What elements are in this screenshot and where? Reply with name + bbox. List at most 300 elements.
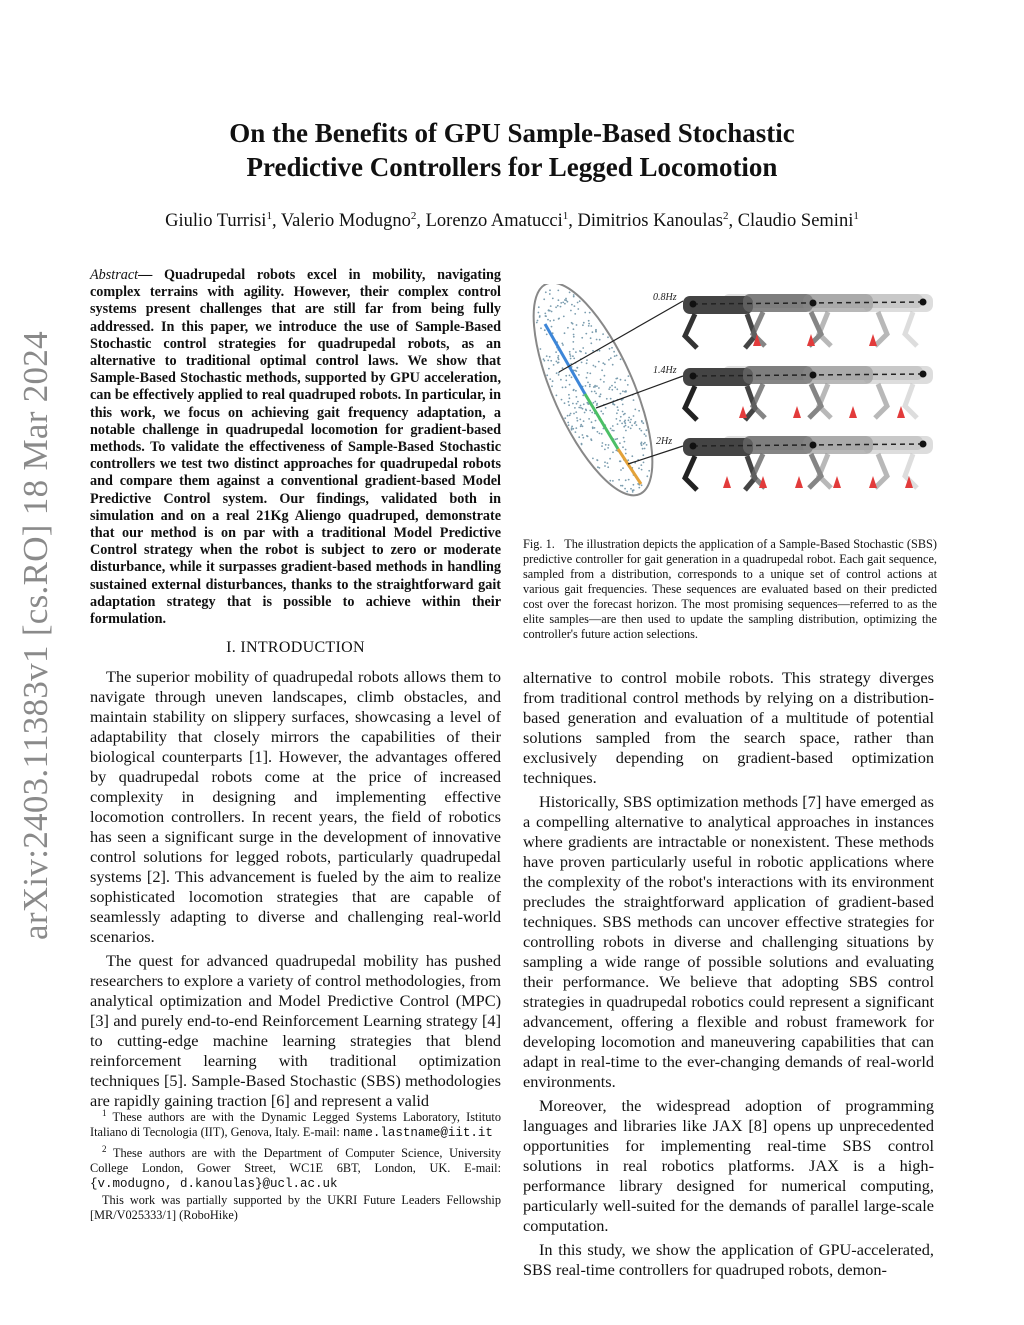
- sample-point: [622, 411, 624, 413]
- sample-point: [638, 487, 640, 489]
- sample-point: [574, 407, 576, 409]
- sample-point: [627, 384, 629, 386]
- author-list: Giulio Turrisi$^1$, Valerio Modugno$^2$, Lorenzo Amatucci$^1$, Dimitrios Kanoulas$^2$, Claudio Semini$^1$: [165, 210, 859, 232]
- sample-point: [597, 431, 599, 433]
- sample-point: [612, 451, 614, 453]
- caption-text: The illustration depicts the application of a Sample-Based Stochastic (SBS) predictive controller for gait generation in a quadrupedal robot. Each gait sequence, sampled from a distribution, corresponds to a unique set of control actions at various gait frequencies. These sequences are evaluated based on their predicted cost over the forecast horizon. The most promising sequences—referred to as the elite samples—are then used to update the sampling distribution, optimizing the controller's future action selections.: [523, 537, 937, 641]
- sample-point: [628, 419, 630, 421]
- sample-point: [573, 336, 575, 338]
- distribution-axis-orange: [618, 449, 641, 484]
- paragraph: Moreover, the widespread adoption of programming languages and libraries like JAX [8] opens up unprecedented opportunities for implementing real-time SBS control solutions in real robotics platforms. JAX is a high-performance library designed for numerical computing, particularly well-suited for the demands of parallel large-scale computation.: [523, 1096, 934, 1235]
- sample-point: [578, 407, 580, 409]
- sample-point: [595, 329, 597, 331]
- sample-point: [645, 435, 647, 437]
- sample-point: [551, 326, 553, 328]
- sample-point: [633, 484, 635, 486]
- sample-point: [556, 372, 558, 374]
- sample-point: [604, 363, 606, 365]
- sample-point: [568, 424, 570, 426]
- sample-point: [568, 401, 570, 403]
- sample-point: [549, 293, 551, 295]
- sample-point: [604, 461, 606, 463]
- sample-point: [570, 358, 572, 360]
- pointer-line: [628, 446, 683, 464]
- sample-point: [609, 480, 611, 482]
- sample-point: [563, 316, 565, 318]
- sample-point: [538, 306, 540, 308]
- sample-point: [640, 443, 642, 445]
- sample-point: [557, 357, 559, 359]
- sample-point: [625, 390, 627, 392]
- sample-point: [610, 357, 612, 359]
- sample-point: [562, 387, 564, 389]
- figure-caption: [523, 537, 937, 642]
- sample-point: [576, 324, 578, 326]
- sample-point: [567, 415, 569, 417]
- sample-point: [628, 417, 630, 419]
- sample-point: [546, 374, 548, 376]
- sample-point: [640, 430, 642, 432]
- sample-point: [575, 431, 577, 433]
- sample-point: [540, 348, 542, 350]
- sample-point: [545, 315, 547, 317]
- sample-point: [617, 406, 619, 408]
- left-column-body: [90, 667, 501, 1111]
- sample-point: [619, 442, 621, 444]
- sample-point: [587, 372, 589, 374]
- sample-point: [631, 455, 633, 457]
- sample-point: [582, 408, 584, 410]
- sample-point: [582, 324, 584, 326]
- sample-point: [624, 421, 626, 423]
- sample-point: [572, 355, 574, 357]
- sample-point: [646, 475, 648, 477]
- affiliation-mark: 2: [410, 210, 417, 222]
- sample-point: [590, 438, 592, 440]
- sample-point: [544, 313, 546, 315]
- sample-point: [577, 302, 579, 304]
- sample-point: [616, 438, 618, 440]
- sample-point: [628, 375, 630, 377]
- sample-point: [601, 433, 603, 435]
- author: Lorenzo Amatucci: [425, 211, 563, 232]
- sample-point: [588, 320, 590, 322]
- title-line-2: Predictive Controllers for Legged Locomotion: [246, 152, 778, 182]
- sample-point: [622, 446, 624, 448]
- sample-point: [570, 355, 572, 357]
- sample-point: [620, 358, 622, 360]
- sample-point: [586, 362, 588, 364]
- footnote-text: These authors are with the Dynamic Legged Systems Laboratory, Istituto Italiano di Tecnologia (IIT), Genova, Italy. E-mail:: [90, 1110, 501, 1139]
- sample-point: [564, 402, 566, 404]
- sample-point: [583, 403, 585, 405]
- pointer-line: [559, 301, 683, 372]
- gait-frequency-label-3: 2Hz: [656, 436, 673, 447]
- sample-point: [625, 479, 627, 481]
- sample-point: [571, 427, 573, 429]
- sample-point: [608, 388, 610, 390]
- sample-point: [590, 342, 592, 344]
- sample-point: [616, 355, 618, 357]
- sample-point: [551, 385, 553, 387]
- author: Dimitrios Kanoulas: [577, 211, 723, 232]
- sample-point: [549, 378, 551, 380]
- sample-point: [607, 447, 609, 449]
- sample-point: [560, 302, 562, 304]
- sample-point: [620, 460, 622, 462]
- sample-point: [600, 393, 602, 395]
- sample-point: [636, 424, 638, 426]
- sample-point: [546, 355, 548, 357]
- sample-point: [598, 361, 600, 363]
- sample-point: [619, 420, 621, 422]
- sample-point: [588, 323, 590, 325]
- sample-point: [610, 428, 612, 430]
- sample-point: [562, 367, 564, 369]
- sample-point: [607, 336, 609, 338]
- sample-point: [585, 352, 587, 354]
- sample-point: [572, 341, 574, 343]
- sample-point: [565, 380, 567, 382]
- sample-point: [537, 320, 539, 322]
- sample-point: [571, 426, 573, 428]
- sample-point: [538, 312, 540, 314]
- sample-point: [567, 422, 569, 424]
- sample-point: [592, 458, 594, 460]
- sample-point: [646, 444, 648, 446]
- sample-point: [572, 403, 574, 405]
- sample-point: [594, 427, 596, 429]
- sample-point: [558, 358, 560, 360]
- sample-point: [641, 420, 643, 422]
- sample-point: [576, 396, 578, 398]
- sample-point: [562, 302, 564, 304]
- sample-point: [623, 426, 625, 428]
- sample-point: [560, 379, 562, 381]
- sample-point: [536, 322, 538, 324]
- sample-point: [589, 410, 591, 412]
- sample-point: [616, 388, 618, 390]
- sample-point: [584, 412, 586, 414]
- sample-point: [612, 364, 614, 366]
- sample-point: [575, 390, 577, 392]
- sample-point: [620, 416, 622, 418]
- sample-point: [591, 391, 593, 393]
- gait-frequency-label-2: 1.4Hz: [653, 365, 677, 376]
- sample-point: [545, 291, 547, 293]
- sample-point: [576, 417, 578, 419]
- sample-point: [581, 444, 583, 446]
- sample-point: [571, 322, 573, 324]
- sample-point: [575, 351, 577, 353]
- sample-point: [587, 436, 589, 438]
- sample-point: [579, 419, 581, 421]
- sample-point: [569, 292, 571, 294]
- sample-point: [642, 454, 644, 456]
- sample-point: [608, 444, 610, 446]
- robot-gait-sequence-1: [683, 294, 933, 348]
- sample-point: [608, 359, 610, 361]
- sample-point: [583, 322, 585, 324]
- sample-point: [642, 422, 644, 424]
- sample-point: [575, 411, 577, 413]
- sample-point: [589, 373, 591, 375]
- paragraph: In this study, we show the application of GPU-accelerated, SBS real-time controllers for quadruped robots, demon-: [523, 1240, 934, 1279]
- title-line-1: On the Benefits of GPU Sample-Based Stochastic: [229, 118, 795, 148]
- sample-point: [611, 385, 613, 387]
- right-column-body: [523, 668, 934, 1280]
- sample-point: [578, 374, 580, 376]
- sample-point: [596, 385, 598, 387]
- sample-point: [582, 437, 584, 439]
- sample-point: [599, 433, 601, 435]
- sample-point: [605, 407, 607, 409]
- sample-point: [628, 426, 630, 428]
- sample-point: [616, 418, 618, 420]
- sample-point: [626, 491, 628, 493]
- sample-point: [579, 300, 581, 302]
- sample-point: [643, 462, 645, 464]
- sample-point: [627, 459, 629, 461]
- sample-point: [561, 343, 563, 345]
- paragraph: Historically, SBS optimization methods [7] have emerged as a compelling alternative to analytical approaches in instances where gradients are intractable or nonexistent. These methods have proven particularly useful in robotic applications where the complexity of the robot's interactions with its environment precludes the straightforward application of gradient-based techniques. SBS methods can uncover effective strategies for controlling robots in diverse and challenging situations by sampling a wide range of possible solutions and evaluating their performance. We believe that adopting SBS control strategies in quadrupedal robotics could represent a significant advancement, offering a flexible and robust framework for developing locomotion and maneuvering capabilities that can adapt in real-time to the ever-changing demands of real-world environments.: [523, 792, 934, 1091]
- sample-point: [595, 420, 597, 422]
- sample-point: [628, 479, 630, 481]
- sample-point: [594, 391, 596, 393]
- sample-point: [597, 459, 599, 461]
- sample-point: [567, 327, 569, 329]
- sample-point: [613, 430, 615, 432]
- sample-point: [580, 351, 582, 353]
- paragraph: The quest for advanced quadrupedal mobility has pushed researchers to explore a variety of control methodologies, from analytical optimization and Model Predictive Control (MPC) [3] and purely end-to-end Reinforcement Learning strategy [4] to cutting-edge machine learning strategies that blend reinforcement learning with traditional optimization techniques [5]. Sample-Based Stochastic (SBS) methodologies are rapidly gaining traction [6] and represent a valid: [90, 951, 501, 1110]
- sample-point: [561, 399, 563, 401]
- sample-point: [573, 389, 575, 391]
- sample-point: [629, 421, 631, 423]
- author: Claudio Semini: [737, 211, 854, 232]
- sample-point: [635, 421, 637, 423]
- sample-point: [557, 290, 559, 292]
- sample-point: [604, 449, 606, 451]
- sample-point: [565, 375, 567, 377]
- distribution-ellipse: [523, 284, 676, 506]
- sample-point: [609, 458, 611, 460]
- sample-point: [577, 420, 579, 422]
- sample-point: [587, 403, 589, 405]
- sample-point: [580, 407, 582, 409]
- caption-label: Fig. 1.: [523, 537, 555, 551]
- sample-point: [604, 375, 606, 377]
- sample-point: [569, 353, 571, 355]
- sample-point: [564, 303, 566, 305]
- sample-point: [546, 334, 548, 336]
- sample-point: [620, 379, 622, 381]
- sample-point: [625, 453, 627, 455]
- sample-point: [620, 485, 622, 487]
- sample-point: [580, 425, 582, 427]
- sample-point: [581, 337, 583, 339]
- sample-point: [573, 358, 575, 360]
- sample-point: [614, 386, 616, 388]
- affiliation-mark: 1: [853, 210, 859, 222]
- sample-point: [616, 412, 618, 414]
- affiliation-mark: 2: [722, 210, 729, 222]
- sample-point: [603, 381, 605, 383]
- sample-point: [591, 412, 593, 414]
- sample-point: [622, 485, 624, 487]
- sample-point: [594, 401, 596, 403]
- sample-point: [567, 301, 569, 303]
- sample-point: [599, 396, 601, 398]
- sample-point: [555, 306, 557, 308]
- footnote-affiliation-2: [90, 1142, 501, 1191]
- sample-point: [590, 337, 592, 339]
- sample-point: [556, 361, 558, 363]
- email-address: {v.modugno, d.kanoulas}@ucl.ac.uk: [90, 1176, 338, 1191]
- sample-point: [573, 413, 575, 415]
- sample-point: [592, 331, 594, 333]
- sample-point: [600, 379, 602, 381]
- sample-point: [558, 318, 560, 320]
- sample-point: [624, 488, 626, 490]
- sample-point: [553, 319, 555, 321]
- sample-point: [620, 469, 622, 471]
- sample-point: [569, 414, 571, 416]
- author: Giulio Turrisi: [165, 211, 267, 232]
- sample-point: [549, 320, 551, 322]
- sample-point: [602, 362, 604, 364]
- sample-point: [574, 313, 576, 315]
- author: Valerio Modugno: [280, 211, 411, 232]
- sample-point: [638, 410, 640, 412]
- paragraph: The superior mobility of quadrupedal robots allows them to navigate through uneven landscapes, climb obstacles, and maintain stability on slippery surfaces, showcasing a level of adaptability that closely mirrors the capabilities of their biological counterparts [1]. However, the advantages offered by quadrupedal robots come at the price of increased complexity in designing and implementing effective locomotion controllers. In recent years, the field of robotics has seen a significant surge in the development of innovative control solutions for legged robots, particularly quadrupedal systems [2]. This advancement is fueled by the aim to realize sophisticated locomotion strategies that are capable of seamlessly adapting to diverse and challenging real-world scenarios.: [90, 667, 501, 946]
- footnote-mark: 2: [102, 1144, 107, 1155]
- sample-point: [571, 376, 573, 378]
- sample-point: [585, 333, 587, 335]
- sample-point: [602, 333, 604, 335]
- sample-point: [570, 310, 572, 312]
- sample-point: [641, 484, 643, 486]
- sample-point: [644, 442, 646, 444]
- sample-point: [568, 394, 570, 396]
- abstract: [90, 267, 501, 628]
- sample-point: [594, 385, 596, 387]
- sample-point: [568, 404, 570, 406]
- sample-point: [548, 368, 550, 370]
- sample-point: [543, 358, 545, 360]
- sample-point: [590, 325, 592, 327]
- sample-point: [606, 398, 608, 400]
- sample-point: [573, 334, 575, 336]
- sample-point: [623, 414, 625, 416]
- figure-gait-sampling-illustration: [523, 284, 937, 506]
- sample-point: [624, 441, 626, 443]
- sample-point: [633, 415, 635, 417]
- sample-point: [558, 355, 560, 357]
- sample-point: [596, 404, 598, 406]
- sample-point: [617, 409, 619, 411]
- sample-point: [607, 462, 609, 464]
- sample-point: [556, 395, 558, 397]
- sample-point: [592, 350, 594, 352]
- sample-point: [555, 351, 557, 353]
- sample-point: [576, 403, 578, 405]
- sample-point: [558, 299, 560, 301]
- sample-point: [623, 437, 625, 439]
- sample-point: [614, 355, 616, 357]
- footnotes: [90, 1106, 501, 1222]
- sample-point: [601, 445, 603, 447]
- gait-frequency-label-1: 0.8Hz: [653, 292, 677, 303]
- sample-point: [562, 344, 564, 346]
- sample-point: [595, 366, 597, 368]
- sample-point: [564, 417, 566, 419]
- sample-point: [639, 428, 641, 430]
- sample-point: [557, 305, 559, 307]
- sample-point: [547, 319, 549, 321]
- sample-point: [574, 305, 576, 307]
- sample-point: [638, 467, 640, 469]
- sample-point: [624, 379, 626, 381]
- sample-point: [601, 369, 603, 371]
- sample-point: [612, 425, 614, 427]
- sample-point: [612, 480, 614, 482]
- sample-point: [614, 382, 616, 384]
- sample-point: [644, 433, 646, 435]
- sample-point: [593, 365, 595, 367]
- sample-point: [588, 325, 590, 327]
- sample-point: [610, 398, 612, 400]
- footnote-affiliation-1: [90, 1106, 501, 1140]
- sample-point: [648, 470, 650, 472]
- sample-point: [593, 402, 595, 404]
- sample-point: [630, 428, 632, 430]
- sample-point: [577, 308, 579, 310]
- sample-point: [609, 387, 611, 389]
- sample-point: [591, 421, 593, 423]
- pointer-line: [596, 376, 683, 408]
- sample-point: [550, 305, 552, 307]
- sample-point: [586, 377, 588, 379]
- sample-point: [602, 442, 604, 444]
- abstract-label: Abstract: [90, 267, 139, 283]
- sample-point: [584, 312, 586, 314]
- sample-point: [611, 389, 613, 391]
- sample-point: [588, 418, 590, 420]
- sample-point: [607, 466, 609, 468]
- paragraph: alternative to control mobile robots. This strategy diverges from traditional control methods by relying on a distribution-based generation and evaluation of a multitude of potential solutions sampled from the search space, rather than exclusively depending on gradient-based optimization techniques.: [523, 668, 934, 787]
- distribution-axis-blue: [545, 324, 585, 394]
- arxiv-stamp: arXiv:2403.11383v1 [cs.RO] 18 Mar 2024: [16, 331, 55, 940]
- sample-point: [572, 428, 574, 430]
- sample-point: [641, 469, 643, 471]
- sample-point: [549, 356, 551, 358]
- sample-point: [646, 429, 648, 431]
- sample-point: [625, 430, 627, 432]
- sample-point: [569, 384, 571, 386]
- sample-point: [589, 386, 591, 388]
- sample-point: [599, 339, 601, 341]
- sample-point: [560, 306, 562, 308]
- sample-point: [569, 375, 571, 377]
- sample-point: [596, 339, 598, 341]
- sample-point: [620, 393, 622, 395]
- sample-point: [618, 479, 620, 481]
- sample-point: [550, 360, 552, 362]
- sample-point: [587, 382, 589, 384]
- sample-point: [615, 378, 617, 380]
- sample-point: [581, 362, 583, 364]
- sample-point: [642, 448, 644, 450]
